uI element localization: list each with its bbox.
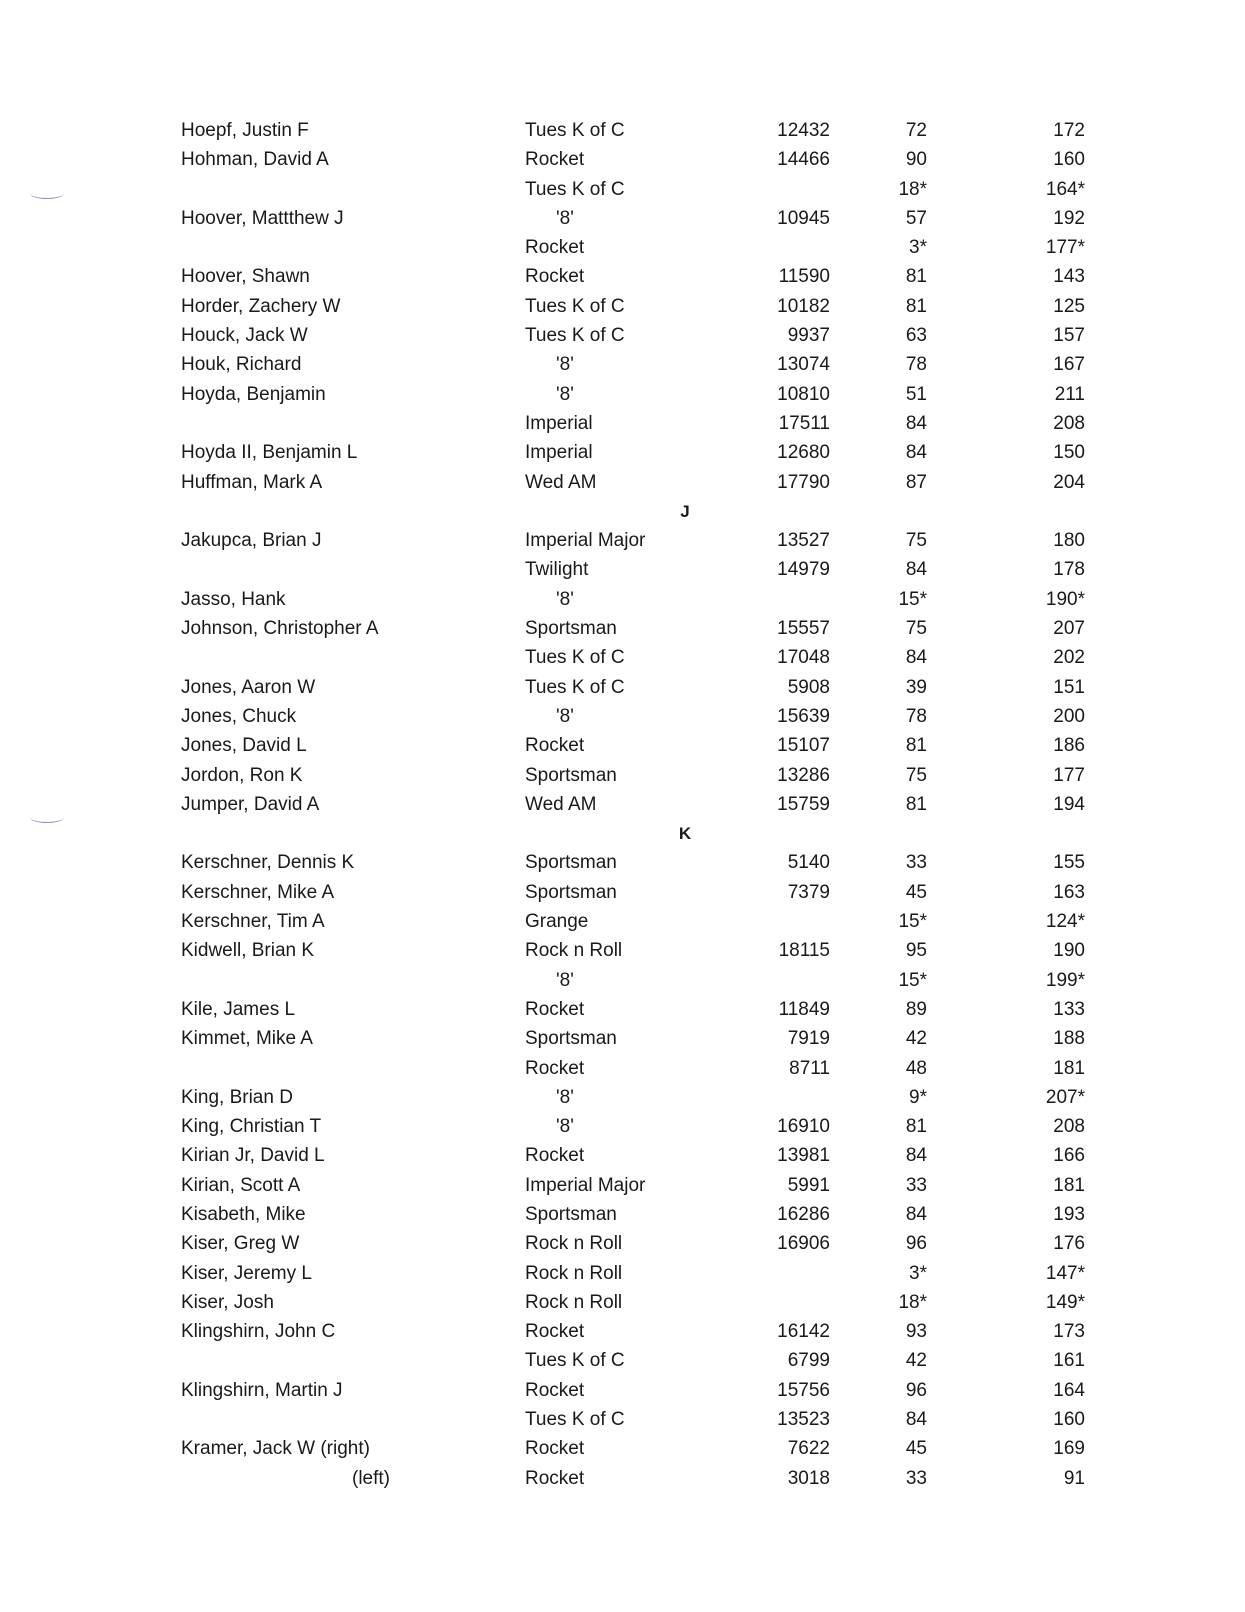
- league-name: Rocket: [525, 998, 585, 1020]
- number-column-3: 160: [1053, 1409, 1085, 1431]
- bowler-name: Houk, Richard: [181, 354, 302, 376]
- bowler-name: Hoyda II, Benjamin L: [181, 442, 358, 464]
- bowler-name: Kerschner, Mike A: [181, 881, 335, 903]
- league-name: '8': [556, 705, 574, 727]
- table-row: [0, 1054, 1245, 1083]
- league-name: Rocket: [525, 1145, 585, 1167]
- number-column-1: 16910: [777, 1116, 830, 1138]
- number-column-2: 18*: [898, 178, 927, 200]
- number-column-2: 87: [905, 471, 927, 493]
- number-column-3: 157: [1053, 325, 1085, 347]
- number-column-2: 39: [905, 676, 927, 698]
- number-column-3: 178: [1053, 559, 1085, 581]
- table-row: [0, 1229, 1245, 1258]
- number-column-1: 10182: [777, 295, 830, 317]
- league-name: Sportsman: [525, 1028, 617, 1050]
- section-letter-row: [0, 497, 1245, 526]
- table-row: [0, 907, 1245, 936]
- table-row: [0, 643, 1245, 672]
- number-column-1: 15557: [777, 618, 830, 640]
- table-row: [0, 1288, 1245, 1317]
- section-letter: J: [680, 501, 690, 521]
- table-row: [0, 673, 1245, 702]
- league-name: Tues K of C: [525, 178, 625, 200]
- number-column-3: 124*: [1045, 911, 1085, 933]
- bowler-name: (left): [352, 1467, 390, 1489]
- number-column-1: 7919: [787, 1028, 830, 1050]
- number-column-3: 166: [1053, 1145, 1085, 1167]
- number-column-2: 9*: [909, 1086, 927, 1108]
- number-column-1: 13527: [777, 530, 830, 552]
- number-column-1: 16906: [777, 1233, 830, 1255]
- table-row: [0, 438, 1245, 467]
- section-letter-row: [0, 819, 1245, 848]
- bowler-name: Hoover, Mattthew J: [181, 207, 344, 229]
- number-column-2: 95: [905, 940, 927, 962]
- table-row: [0, 878, 1245, 907]
- number-column-3: 192: [1053, 207, 1085, 229]
- bowler-name: Jumper, David A: [181, 793, 320, 815]
- table-row: [0, 1405, 1245, 1434]
- number-column-3: 177: [1053, 764, 1085, 786]
- table-row: [0, 526, 1245, 555]
- number-column-3: 207*: [1045, 1086, 1085, 1108]
- league-name: Rocket: [525, 1438, 585, 1460]
- number-column-1: 6799: [787, 1350, 830, 1372]
- number-column-3: 172: [1053, 120, 1085, 141]
- number-column-3: 190*: [1045, 588, 1085, 610]
- number-column-3: 169: [1053, 1438, 1085, 1460]
- bowler-name: Klingshirn, Martin J: [181, 1379, 343, 1401]
- league-name: Rocket: [525, 1379, 585, 1401]
- table-row: [0, 585, 1245, 614]
- table-row: [0, 1200, 1245, 1229]
- number-column-1: 13981: [777, 1145, 830, 1167]
- number-column-1: 15107: [777, 735, 830, 757]
- number-column-3: 176: [1053, 1233, 1085, 1255]
- bowler-name: Johnson, Christopher A: [181, 618, 379, 640]
- table-row: [0, 468, 1245, 497]
- league-name: Tues K of C: [525, 120, 625, 141]
- table-row: [0, 321, 1245, 350]
- number-column-2: 84: [905, 1145, 927, 1167]
- number-column-3: 155: [1053, 852, 1085, 874]
- bowler-name: Jones, David L: [181, 735, 307, 757]
- league-name: Tues K of C: [525, 1409, 625, 1431]
- table-row: [0, 1171, 1245, 1200]
- number-column-2: 96: [905, 1233, 927, 1255]
- bowler-name: Hoyda, Benjamin: [181, 383, 326, 405]
- number-column-1: 5140: [787, 852, 830, 874]
- number-column-3: 200: [1053, 705, 1085, 727]
- league-name: Rock n Roll: [525, 1262, 623, 1284]
- league-name: Rocket: [525, 266, 585, 288]
- league-name: Sportsman: [525, 1203, 617, 1225]
- table-row: [0, 1141, 1245, 1170]
- table-row: [0, 702, 1245, 731]
- bowler-name: Hohman, David A: [181, 149, 329, 171]
- bowler-name: Jakupca, Brian J: [181, 530, 322, 552]
- league-name: Rocket: [525, 735, 585, 757]
- number-column-2: 84: [905, 1203, 927, 1225]
- table-row: [0, 790, 1245, 819]
- number-column-3: 188: [1053, 1028, 1085, 1050]
- number-column-2: 15*: [898, 911, 927, 933]
- table-row: [0, 1376, 1245, 1405]
- bowler-name: Huffman, Mark A: [181, 471, 323, 493]
- number-column-3: 143: [1053, 266, 1085, 288]
- bowler-name: Jones, Chuck: [181, 705, 297, 727]
- bowler-name: Jordon, Ron K: [181, 764, 303, 786]
- table-row: [0, 1317, 1245, 1346]
- number-column-3: 181: [1053, 1174, 1085, 1196]
- number-column-3: 164: [1053, 1379, 1085, 1401]
- bowler-name: Kirian Jr, David L: [181, 1145, 325, 1167]
- number-column-2: 81: [905, 735, 927, 757]
- league-name: '8': [556, 383, 574, 405]
- number-column-3: 149*: [1045, 1291, 1085, 1313]
- number-column-3: 204: [1053, 471, 1085, 493]
- number-column-3: 186: [1053, 735, 1085, 757]
- league-name: Sportsman: [525, 618, 617, 640]
- number-column-3: 161: [1053, 1350, 1085, 1372]
- table-row: [0, 292, 1245, 321]
- number-column-2: 90: [905, 149, 927, 171]
- number-column-1: 7379: [787, 881, 830, 903]
- bowler-name: Kidwell, Brian K: [181, 940, 315, 962]
- number-column-1: 12432: [777, 120, 830, 141]
- league-name: Rock n Roll: [525, 1233, 623, 1255]
- league-name: Tues K of C: [525, 647, 625, 669]
- number-column-3: 150: [1053, 442, 1085, 464]
- number-column-2: 33: [905, 1467, 927, 1489]
- league-name: '8': [556, 207, 574, 229]
- number-column-1: 12680: [777, 442, 830, 464]
- bowler-name: King, Christian T: [181, 1116, 322, 1138]
- number-column-3: 167: [1053, 354, 1085, 376]
- number-column-1: 3018: [787, 1467, 830, 1489]
- table-row: [0, 175, 1245, 204]
- table-row: [0, 1464, 1245, 1493]
- league-name: Tues K of C: [525, 676, 625, 698]
- number-column-2: 72: [905, 120, 927, 141]
- number-column-3: 160: [1053, 149, 1085, 171]
- table-row: [0, 116, 1245, 145]
- number-column-3: 193: [1053, 1203, 1085, 1225]
- number-column-2: 96: [905, 1379, 927, 1401]
- bowler-name: Kirian, Scott A: [181, 1174, 301, 1196]
- number-column-2: 81: [905, 295, 927, 317]
- league-name: Rocket: [525, 1467, 585, 1489]
- table-row: [0, 1083, 1245, 1112]
- number-column-2: 78: [905, 354, 927, 376]
- number-column-1: 18115: [778, 940, 830, 962]
- table-row: [0, 995, 1245, 1024]
- number-column-1: 8711: [789, 1057, 830, 1079]
- number-column-1: 14466: [777, 149, 830, 171]
- bowler-name: Kiser, Jeremy L: [181, 1262, 312, 1284]
- number-column-2: 89: [905, 998, 927, 1020]
- number-column-2: 84: [905, 559, 927, 581]
- number-column-2: 84: [905, 442, 927, 464]
- league-name: Rocket: [525, 1321, 585, 1343]
- number-column-2: 3*: [909, 1262, 927, 1284]
- number-column-3: 181: [1053, 1057, 1085, 1079]
- league-name: Imperial Major: [525, 530, 646, 552]
- number-column-1: 15756: [777, 1379, 830, 1401]
- number-column-2: 75: [905, 764, 927, 786]
- number-column-2: 45: [905, 881, 927, 903]
- number-column-3: 194: [1053, 793, 1085, 815]
- number-column-3: 151: [1053, 676, 1085, 698]
- bowler-name: Kisabeth, Mike: [181, 1203, 306, 1225]
- number-column-2: 81: [905, 1116, 927, 1138]
- bowler-name: Kimmet, Mike A: [181, 1028, 313, 1050]
- table-row: [0, 204, 1245, 233]
- number-column-1: 7622: [787, 1438, 830, 1460]
- number-column-2: 42: [905, 1028, 927, 1050]
- number-column-1: 11590: [778, 266, 830, 288]
- league-name: Tues K of C: [525, 325, 625, 347]
- number-column-2: 3*: [909, 237, 927, 259]
- number-column-3: 202: [1053, 647, 1085, 669]
- table-row: [0, 380, 1245, 409]
- bowler-name: Jasso, Hank: [181, 588, 286, 610]
- number-column-1: 13523: [777, 1409, 830, 1431]
- bowler-name: Horder, Zachery W: [181, 295, 341, 317]
- number-column-2: 63: [905, 325, 927, 347]
- league-name: Tues K of C: [525, 295, 625, 317]
- league-name: '8': [556, 354, 574, 376]
- number-column-2: 84: [905, 1409, 927, 1431]
- roster-list: [0, 116, 1245, 1493]
- bowler-name: Kiser, Josh: [181, 1291, 274, 1313]
- table-row: [0, 409, 1245, 438]
- table-row: [0, 614, 1245, 643]
- number-column-1: 14979: [777, 559, 830, 581]
- number-column-3: 173: [1053, 1321, 1085, 1343]
- number-column-3: 208: [1053, 1116, 1085, 1138]
- bowler-name: King, Brian D: [181, 1086, 293, 1108]
- league-name: Imperial Major: [525, 1174, 646, 1196]
- number-column-1: 10810: [777, 383, 830, 405]
- league-name: Rock n Roll: [525, 1291, 623, 1313]
- league-name: Sportsman: [525, 764, 617, 786]
- number-column-3: 207: [1053, 618, 1085, 640]
- number-column-2: 15*: [898, 588, 927, 610]
- number-column-1: 9937: [787, 325, 830, 347]
- table-row: [0, 233, 1245, 262]
- league-name: Imperial: [525, 412, 593, 434]
- number-column-3: 164*: [1045, 178, 1085, 200]
- bowler-name: Hoepf, Justin F: [181, 120, 309, 141]
- league-name: Wed AM: [525, 793, 597, 815]
- bowler-name: Hoover, Shawn: [181, 266, 310, 288]
- number-column-2: 81: [905, 793, 927, 815]
- number-column-2: 15*: [898, 969, 927, 991]
- table-row: [0, 1434, 1245, 1463]
- table-row: [0, 936, 1245, 965]
- bowler-name: Houck, Jack W: [181, 325, 308, 347]
- number-column-3: 177*: [1045, 237, 1085, 259]
- number-column-2: 75: [905, 618, 927, 640]
- number-column-3: 163: [1053, 881, 1085, 903]
- league-name: Grange: [525, 911, 589, 933]
- number-column-1: 17790: [777, 471, 830, 493]
- number-column-1: 16142: [777, 1321, 830, 1343]
- number-column-1: 17048: [777, 647, 830, 669]
- league-name: Wed AM: [525, 471, 597, 493]
- table-row: [0, 1259, 1245, 1288]
- number-column-3: 125: [1053, 295, 1085, 317]
- number-column-2: 33: [905, 1174, 927, 1196]
- number-column-1: 17511: [778, 412, 830, 434]
- table-row: [0, 1112, 1245, 1141]
- league-name: Rocket: [525, 1057, 585, 1079]
- league-name: Sportsman: [525, 881, 617, 903]
- league-name: '8': [556, 588, 574, 610]
- table-row: [0, 1024, 1245, 1053]
- number-column-3: 199*: [1045, 969, 1085, 991]
- number-column-3: 147*: [1045, 1262, 1085, 1284]
- number-column-2: 33: [905, 852, 927, 874]
- bowler-name: Jones, Aaron W: [181, 676, 316, 698]
- number-column-1: 11849: [778, 998, 830, 1020]
- league-name: Rock n Roll: [525, 940, 623, 962]
- league-name: Tues K of C: [525, 1350, 625, 1372]
- number-column-2: 42: [905, 1350, 927, 1372]
- table-row: [0, 731, 1245, 760]
- number-column-3: 133: [1053, 998, 1085, 1020]
- number-column-3: 208: [1053, 412, 1085, 434]
- table-row: [0, 145, 1245, 174]
- league-name: '8': [556, 969, 574, 991]
- league-name: Rocket: [525, 237, 585, 259]
- number-column-2: 57: [905, 207, 927, 229]
- table-row: [0, 761, 1245, 790]
- number-column-2: 75: [905, 530, 927, 552]
- table-row: [0, 262, 1245, 291]
- number-column-3: 180: [1053, 530, 1085, 552]
- league-name: Twilight: [525, 559, 589, 581]
- number-column-1: 13074: [777, 354, 830, 376]
- table-row: [0, 848, 1245, 877]
- number-column-1: 13286: [777, 764, 830, 786]
- table-row: [0, 1346, 1245, 1375]
- table-row: [0, 350, 1245, 379]
- table-row: [0, 966, 1245, 995]
- table-row: [0, 555, 1245, 584]
- bowler-name: Kile, James L: [181, 998, 296, 1020]
- number-column-2: 78: [905, 705, 927, 727]
- number-column-2: 84: [905, 412, 927, 434]
- number-column-2: 93: [905, 1321, 927, 1343]
- number-column-2: 18*: [898, 1291, 927, 1313]
- number-column-1: 15759: [777, 793, 830, 815]
- league-name: '8': [556, 1086, 574, 1108]
- number-column-1: 15639: [777, 705, 830, 727]
- number-column-1: 10945: [777, 207, 830, 229]
- number-column-1: 5991: [787, 1174, 830, 1196]
- number-column-2: 81: [905, 266, 927, 288]
- league-name: Imperial: [525, 442, 593, 464]
- bowler-name: Klingshirn, John C: [181, 1321, 336, 1343]
- number-column-2: 51: [905, 383, 927, 405]
- number-column-3: 91: [1063, 1467, 1085, 1489]
- bowler-name: Kramer, Jack W (right): [181, 1438, 370, 1460]
- league-name: Sportsman: [525, 852, 617, 874]
- bowler-name: Kiser, Greg W: [181, 1233, 300, 1255]
- number-column-2: 48: [905, 1057, 927, 1079]
- bowler-name: Kerschner, Dennis K: [181, 852, 355, 874]
- number-column-2: 84: [905, 647, 927, 669]
- number-column-2: 45: [905, 1438, 927, 1460]
- league-name: '8': [556, 1116, 574, 1138]
- league-name: Rocket: [525, 149, 585, 171]
- number-column-1: 16286: [777, 1203, 830, 1225]
- number-column-3: 211: [1054, 383, 1085, 405]
- number-column-3: 190: [1053, 940, 1085, 962]
- bowler-name: Kerschner, Tim A: [181, 911, 325, 933]
- number-column-1: 5908: [787, 676, 830, 698]
- section-letter: K: [678, 824, 692, 844]
